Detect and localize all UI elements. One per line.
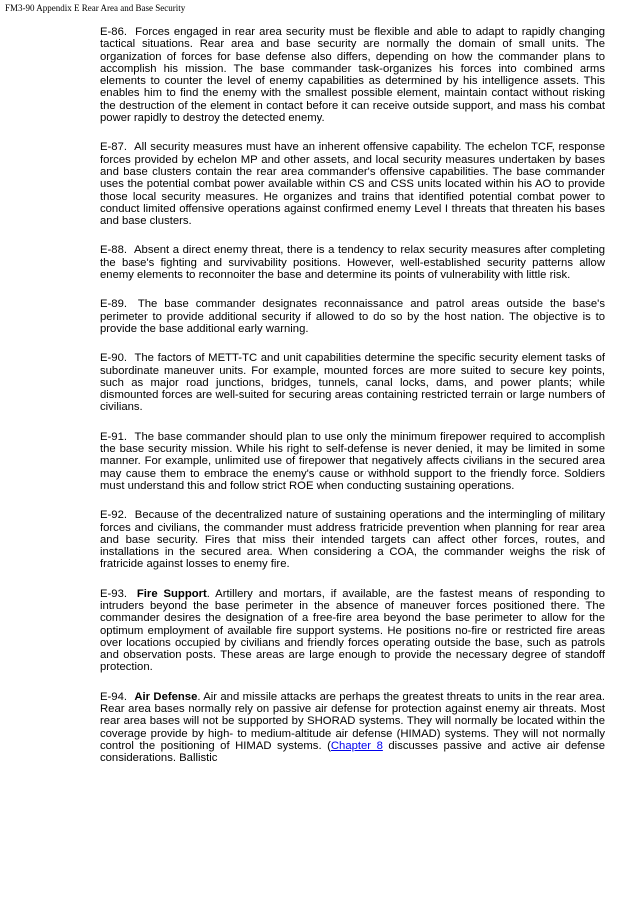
paragraph-e86 — [100, 26, 605, 124]
paragraph-number: E-89. — [100, 298, 128, 311]
paragraph-text: . Artillery and mortars, if available, are the fastest means of responding to intruders beyond the base perimeter in the absence of maneuver forces positioned there. The commander desires the designation of a free-fire area beyond the base perimeter to allow for the optimum employment of available fire support systems. He positions no-fire or restricted fire areas over locations occupied by civilians and friendly forces operating outside the base, such as patrols and observation posts. These areas are large enough to provide the necessary degree of standoff protection. — [100, 587, 606, 674]
paragraph-text: The factors of METT-TC and unit capabilities determine the specific security element tasks of subordinate maneuver units. For example, mounted forces are more suited to secure key points, such as major road junctions, bridges, tunnels, canal locks, dams, and power plants; while dismounted forces are well-suited for securing areas containing restricted terrain or large numbers of civilians. — [100, 352, 606, 414]
running-header: FM3-90 Appendix E Rear Area and Base Security — [5, 3, 186, 13]
paragraph-text: The base commander should plan to use only the minimum firepower required to accomplish the base security mission. While his right to self-defense is never denied, it may be limited in some manner. For example, unlimited use of firepower that negatively affects civilians in the secured area may cause them to embrace the enemy's cause or withhold support to the friendly force. Soldiers must understand this and follow strict ROE when conducting sustaining operations. — [100, 430, 605, 492]
paragraph-text: The base commander designates reconnaissance and patrol areas outside the base's perimeter to provide additional security if allowed to do so by the host nation. The objective is to provide the base additional early warning. — [100, 298, 605, 335]
paragraph-number: E-91. — [100, 430, 128, 443]
paragraph-heading: Fire Support — [136, 587, 207, 600]
paragraph-text: Absent a direct enemy threat, there is a tendency to relax security measures after completing the base's fighting and survivability positions. However, well-established security patterns allow enemy elements to reconnoiter the base and determine its points of vulnerability with little risk. — [100, 244, 606, 282]
paragraph-text: All security measures must have an inherent offensive capability. The echelon TCF, response forces provided by echelon MP and other assets, and local security measures undertaken by bases and base clusters contain the rear area commander's offensive capabilities. The base commander uses the potential combat power available within CS and CSS units located within his AO to provide those local security measures. He organizes and trains that identified potential combat power to conduct limited offensive operations against confirmed enemy Level I threats that threaten his bases and base clusters. — [100, 141, 606, 228]
paragraph-heading: Air Defense — [134, 690, 198, 703]
paragraph-number: E-90. — [100, 352, 128, 365]
paragraph-number: E-93. — [100, 587, 128, 600]
paragraph-text: . Air and missile attacks are perhaps the greatest threats to units in the rear area. Rear area bases normally rely on passive air defense for protection against enemy air threats. Most rear area bases will not be supported by SHORAD systems. They will normally be located within the coverage provide by high- to medium-altitude air defense (HIMAD) systems. They will not normally control the positioning of HIMAD systems. ( — [100, 690, 605, 752]
document-body — [100, 26, 605, 782]
paragraph-e92 — [100, 509, 605, 570]
paragraph-text-tail: discusses passive and active air defense considerations. Ballistic — [100, 739, 605, 765]
paragraph-number: E-86. — [100, 26, 128, 38]
paragraph-e93 — [100, 588, 605, 674]
paragraph-e94 — [100, 691, 605, 765]
paragraph-text: Because of the decentralized nature of sustaining operations and the intermingling of military forces and civilians, the commander must address fratricide prevention when planning for rear area and base security. Fires that miss their intended targets can affect other forces, routes, and installations in the secured area. When considering a COA, the commander weighs the risk of fratricide against losses to enemy fire. — [100, 509, 605, 571]
chapter-8-link[interactable]: Chapter 8 — [330, 739, 383, 752]
paragraph-e91 — [100, 431, 605, 492]
paragraph-e87 — [100, 141, 605, 227]
paragraph-text: Forces engaged in rear area security must be flexible and able to adapt to rapidly changing tactical situations. Rear area and base security are normally the domain of small units. The organization of forces for base defense also differs, depending on how the commander plans to accomplish his mission. The base commander task-organizes his forces into combined arms elements to counter the level of enemy capabilities as determined by his intelligence assets. This enables him to find the enemy with the smallest possible element, maintain contact without risking the destruction of the element in contact before it can receive outside support, and mass his combat power rapidly to destroy the detected enemy. — [100, 26, 605, 125]
paragraph-e89 — [100, 298, 605, 335]
paragraph-number: E-88. — [100, 244, 128, 257]
paragraph-number: E-92. — [100, 509, 128, 522]
paragraph-e90 — [100, 352, 605, 413]
paragraph-number: E-87. — [100, 141, 128, 154]
paragraph-e88 — [100, 244, 605, 281]
paragraph-number: E-94. — [100, 690, 128, 703]
